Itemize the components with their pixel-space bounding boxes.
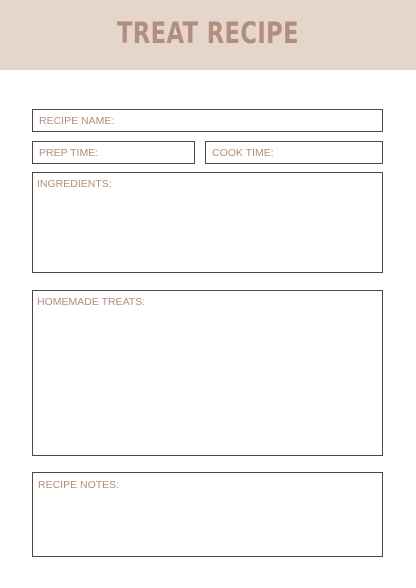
homemade-treats-box[interactable] (32, 290, 383, 456)
recipe-name-field[interactable] (32, 109, 383, 132)
ingredients-label: INGREDIENTS: (37, 178, 112, 190)
recipe-name-label: RECIPE NAME: (39, 115, 115, 127)
page-title: TREAT RECIPE (117, 16, 299, 50)
prep-time-field[interactable] (32, 141, 195, 164)
recipe-notes-label: RECIPE NOTES: (38, 479, 120, 491)
cook-time-label: COOK TIME: (212, 147, 274, 159)
cook-time-field[interactable] (205, 141, 383, 164)
ingredients-box[interactable] (32, 172, 383, 273)
prep-time-label: PREP TIME: (39, 147, 99, 159)
recipe-notes-box[interactable] (32, 472, 383, 557)
homemade-treats-label: HOMEMADE TREATS: (37, 296, 146, 308)
